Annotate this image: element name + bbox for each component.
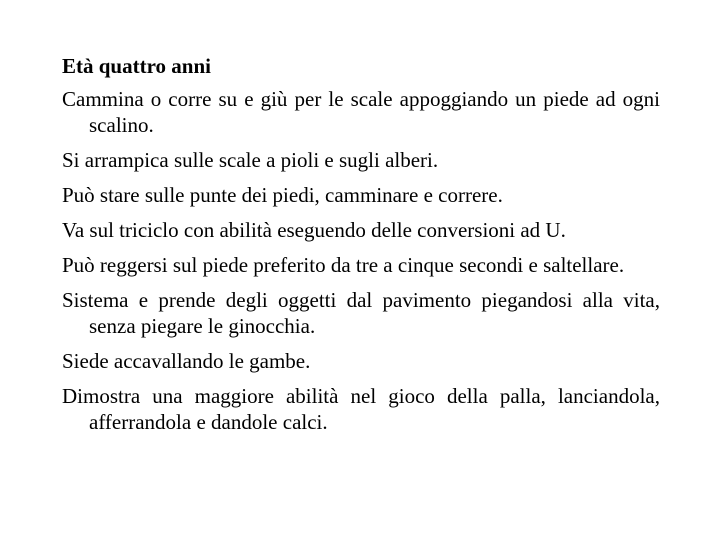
list-item: Può stare sulle punte dei piedi, camminare e correre. [62, 183, 503, 207]
list-item: Può reggersi sul piede preferito da tre a cinque secondi e saltellare. [62, 253, 625, 277]
list-item: Dimostra una maggiore abilità nel gioco della palla, lanciandola, afferrandola e dandole calci. [62, 384, 660, 434]
motor-skills-list [62, 86, 660, 435]
slide-content [62, 52, 660, 444]
list-item: Siede accavallando le gambe. [62, 349, 311, 373]
list-item: Si arrampica sulle scale a pioli e sugli alberi. [62, 148, 439, 172]
list-item: Cammina o corre su e giù per le scale appoggiando un piede ad ogni scalino. [62, 87, 660, 137]
list-item: Va sul triciclo con abilità eseguendo delle conversioni ad U. [62, 218, 566, 242]
list-item: Sistema e prende degli oggetti dal pavimento piegandosi alla vita, senza piegare le ginocchia. [62, 288, 660, 338]
slide-title: Età quattro anni [62, 54, 211, 78]
